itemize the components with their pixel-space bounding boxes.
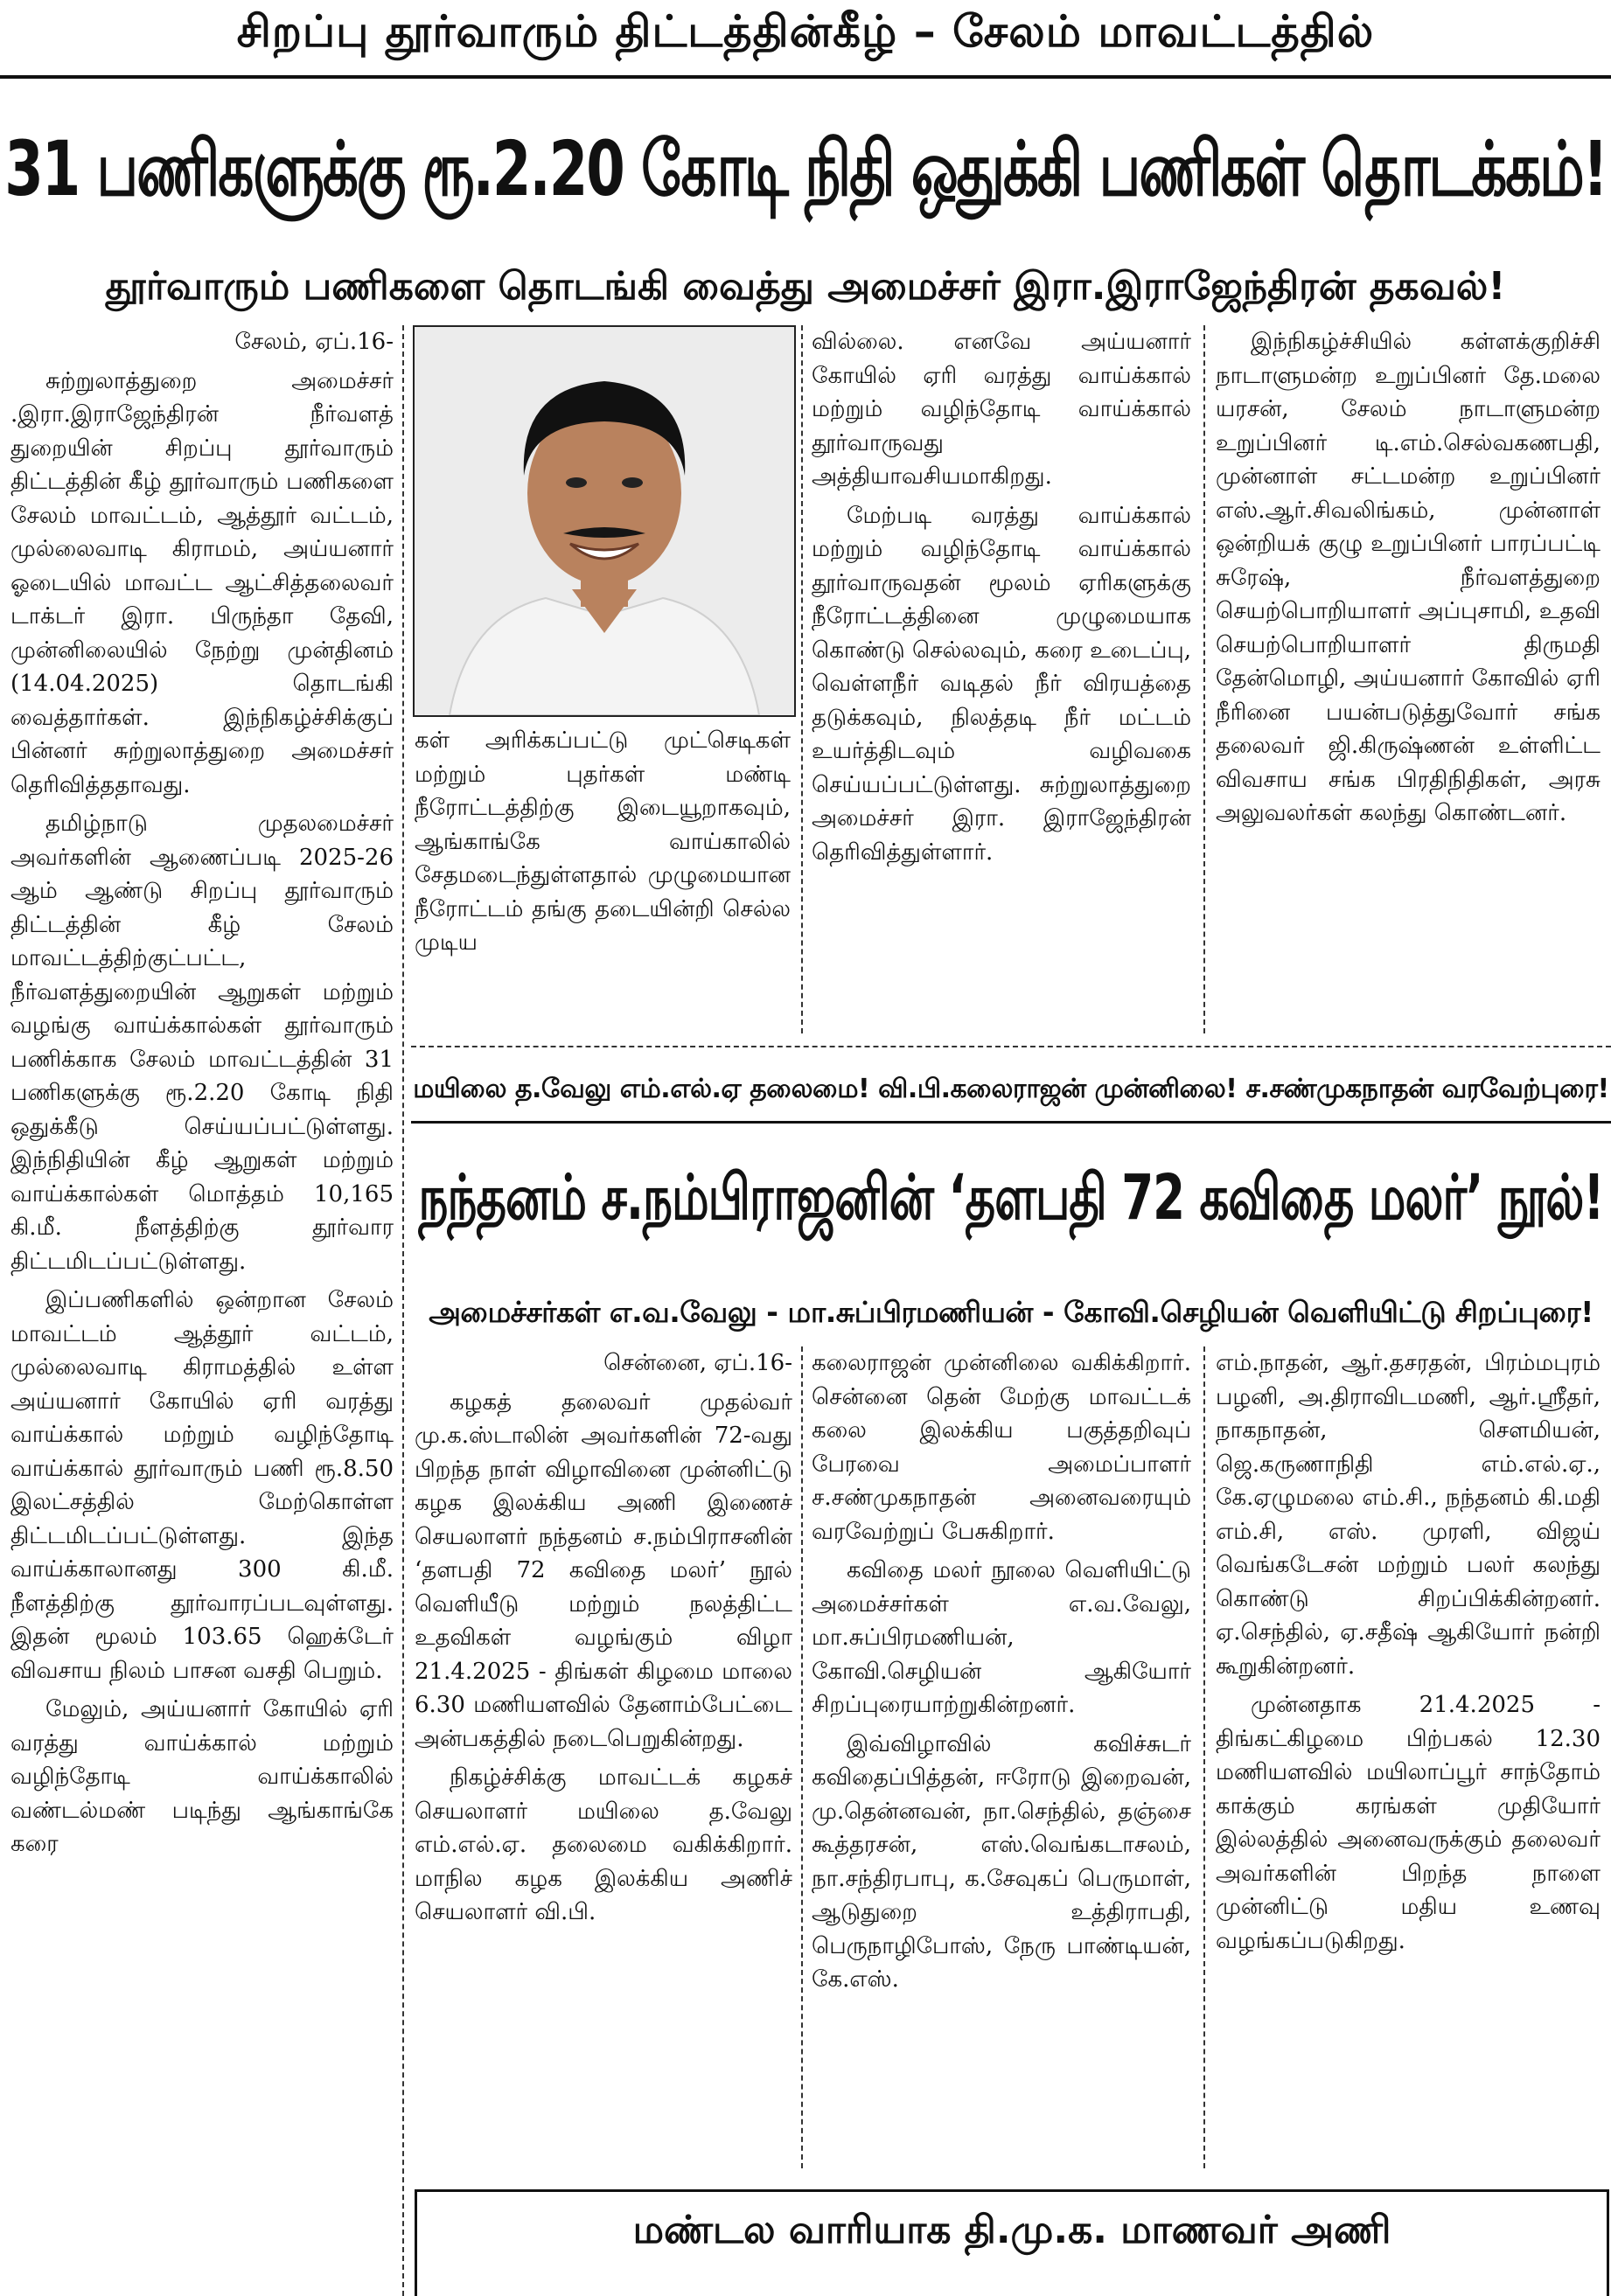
story2-subheadline: அமைச்சர்கள் எ.வ.வேலு - மா.சுப்பிரமணியன் - கோவி.செழியன் வெளியிட்டு சிறப்புரை! bbox=[429, 1295, 1594, 1329]
next-story-headline: மண்டல வாரியாக தி.மு.க. மாணவர் அணி bbox=[632, 2208, 1391, 2252]
column-divider bbox=[801, 1346, 803, 2168]
story1-paragraph: இந்நிகழ்ச்சியில் கள்ளக்குறிச்சி நாடாளுமன்ற உறுப்பினர் தே.மலை யரசன், சேலம் நாடாளுமன்ற உறுப்பினர் டி.எம்.செல்வகணபதி, முன்னாள் சட்டமன்ற உறுப்பினர் எஸ்.ஆர்.சிவலிங்கம், முன்னாள் ஒன்றியக் குழு உறுப்பினர் பாரப்பட்டி சுரேஷ், நீர்வளத்துறை செயற்பொறியாளர் அப்புசாமி, உதவி செயற்பொறியாளர் திருமதி தேன்மொழி, அய்யனார் கோவில் ஏரி நீரினை பயன்படுத்துவோர் சங்க தலைவர் ஜி.கிருஷ்ணன் உள்ளிட்ட விவசாய சங்க பிரதிநிதிகள், அரசு அலுவலர்கள் கலந்து கொண்டனர். bbox=[1216, 329, 1601, 826]
story1-dateline: சேலம், ஏப்.16- bbox=[234, 329, 394, 355]
story2-column-1 bbox=[415, 1346, 792, 2168]
column-divider bbox=[801, 325, 803, 1033]
story2-paragraph: கவிதை மலர் நூலை வெளியிட்டு அமைச்சர்கள் எ.வ.வேலு, மா.சுப்பிரமணியன், கோவி.செழியன் ஆகியோர் சிறப்புரையாற்றுகின்றனர். bbox=[812, 1557, 1191, 1718]
story2-paragraph: முன்னதாக 21.4.2025 - திங்கட்கிழமை பிற்பகல் 12.30 மணியளவில் மயிலாப்பூர் சாந்தோம் காக்கும் கரங்கள் முதியோர் இல்லத்தில் அனைவருக்கும் தலைவர் அவர்களின் பிறந்த நாளை முன்னிட்டு மதிய உணவு வழங்கப்படுகிறது. bbox=[1216, 1692, 1601, 1954]
story2-paragraph: கலைராஜன் முன்னிலை வகிக்கிறார். சென்னை தென் மேற்கு மாவட்டக் கலை இலக்கிய பகுத்தறிவுப் பேரவை அமைப்பாளர் ச.சண்முகநாதன் அனைவரையும் வரவேற்றுப் பேசுகிறார். bbox=[812, 1350, 1191, 1545]
story2-paragraph: இவ்விழாவில் கவிச்சுடர் கவிதைப்பித்தன், ஈரோடு இறைவன், மு.தென்னவன், நா.செந்தில், தஞ்சை கூத்தரசன், எஸ்.வெங்கடாசலம், நா.சந்திரபாபு, க.சேவுகப் பெருமாள், ஆடுதுறை உத்திராபதி, பெருநாழிபோஸ், நேரு பாண்டியன், கே.எஸ். bbox=[812, 1730, 1191, 1993]
story2-paragraph: கழகத் தலைவர் முதல்வர் மு.க.ஸ்டாலின் அவர்களின் 72-வது பிறந்த நாள் விழாவினை முன்னிட்டு கழக இலக்கிய அணி இணைச் செயலாளர் நந்தனம் ச.நம்பிராசனின் ‘தளபதி 72 கவிதை மலர்’ நூல் வெளியீடு மற்றும் நலத்திட்ட உதவிகள் வழங்கும் விழா 21.4.2025 - திங்கள் கிழமை மாலை 6.30 மணியளவில் தேனாம்பேட்டை அன்பகத்தில் நடைபெறுகின்றது. bbox=[415, 1388, 792, 1752]
main-headline: 31 பணிகளுக்கு ரூ.2.20 கோடி நிதி ஒதுக்கி பணிகள் தொடக்கம்! bbox=[4, 126, 1607, 214]
story-separator bbox=[411, 1046, 1611, 1047]
story2-column-3 bbox=[1216, 1346, 1601, 2168]
story1-paragraph: மேலும், அய்யனார் கோயில் ஏரி வரத்து வாய்க்கால் மற்றும் வழிந்தோடி வாய்க்காலில் வண்டல்மண் படிந்து ஆங்காங்கே கரை bbox=[10, 1696, 394, 1857]
story2-dateline: சென்னை, ஏப்.16- bbox=[603, 1350, 792, 1376]
minister-photo bbox=[413, 325, 796, 717]
story2-paragraph: நிகழ்ச்சிக்கு மாவட்டக் கழகச் செயலாளர் மயிலை த.வேலு எம்.எல்.ஏ. தலைமை வகிக்கிறார். மாநில கழக இலக்கிய அணிச் செயலாளர் வி.பி. bbox=[415, 1764, 792, 1925]
story1-paragraph: வில்லை. எனவே அய்யனார் கோயில் ஏரி வரத்து வாய்க்கால் மற்றும் வழிந்தோடி வாய்க்கால் தூர்வாருவது அத்தியாவசியமாகிறது. bbox=[812, 329, 1191, 490]
story1-paragraph: மேற்படி வரத்து வாய்க்கால் மற்றும் வழிந்தோடி வாய்க்கால் தூர்வாருவதன் மூலம் ஏரிகளுக்கு நீரோட்டத்தினை முழுமையாக கொண்டு செல்லவும், கரை உடைப்பு, வெள்ளநீர் வடிதல் நீர் விரயத்தை தடுக்கவும், நிலத்தடி நீர் மட்டம் உயர்த்திடவும் வழிவகை செய்யப்பட்டுள்ளது. சுற்றுலாத்துறை அமைச்சர் இரா. இராஜேந்திரன் தெரிவித்துள்ளார். bbox=[812, 502, 1191, 866]
story1-column-2 bbox=[415, 724, 791, 1028]
story1-paragraph: தமிழ்நாடு முதலமைச்சர் அவர்களின் ஆணைப்படி 2025-26 ஆம் ஆண்டு சிறப்பு தூர்வாரும் திட்டத்தின் கீழ் சேலம் மாவட்டத்திற்குட்பட்ட, நீர்வளத்துறையின் ஆறுகள் மற்றும் வழங்கு வாய்க்கால்கள் தூர்வாரும் பணிக்காக சேலம் மாவட்டத்தின் 31 பணிகளுக்கு ரூ.2.20 கோடி நிதி ஒதுக்கீடு செய்யப்பட்டுள்ளது. இந்நிதியின் கீழ் ஆறுகள் மற்றும் வாய்க்கால்கள் மொத்தம் 10,165 கி.மீ. நீளத்திற்கு தூர்வார திட்டமிடப்பட்டுள்ளது. bbox=[10, 811, 394, 1275]
story2-paragraph: எம்.நாதன், ஆர்.தசரதன், பிரம்மபுரம் பழனி, அ.திராவிடமணி, ஆர்.ஸ்ரீதர், நாகநாதன், சௌமியன், ஜெ.கருணாநிதி எம்.எல்.ஏ., கே.ஏழுமலை எம்.சி., நந்தனம் கி.மதி எம்.சி, எஸ். முரளி, விஜய் வெங்கடேசன் மற்றும் பலர் கலந்து கொண்டு சிறப்பிக்கின்றனர். ஏ.செந்தில், ஏ.சதீஷ் ஆகியோர் நன்றி கூறுகின்றனர். bbox=[1216, 1350, 1601, 1680]
column-divider bbox=[402, 325, 404, 2296]
story1-column-4 bbox=[1216, 325, 1601, 1033]
story1-column-1 bbox=[10, 325, 394, 2296]
story2-strap: மயிலை த.வேலு எம்.எல்.ஏ தலைமை! வி.பி.கலைராஜன் முன்னிலை! ச.சண்முகநாதன் வரவேற்புரை! bbox=[413, 1073, 1609, 1104]
next-story-box bbox=[415, 2189, 1609, 2296]
column-divider bbox=[1203, 1346, 1205, 2168]
story1-paragraph: சுற்றுலாத்துறை அமைச்சர் .இரா.இராஜேந்திரன் நீர்வளத் துறையின் சிறப்பு தூர்வாரும் திட்டத்தின் கீழ் தூர்வாரும் பணிகளை சேலம் மாவட்டம், ஆத்தூர் வட்டம், முல்லைவாடி கிராமம், அய்யனார் ஓடையில் மாவட்ட ஆட்சித்தலைவர் டாக்டர் இரா. பிருந்தா தேவி, முன்னிலையில் நேற்று முன்தினம் (14.04.2025) தொடங்கி வைத்தார்கள். இந்நிகழ்ச்சிக்குப் பின்னர் சுற்றுலாத்துறை அமைச்சர் தெரிவித்ததாவது. bbox=[10, 367, 394, 798]
story1-paragraph: இப்பணிகளில் ஒன்றான சேலம் மாவட்டம் ஆத்தூர் வட்டம், முல்லைவாடி கிராமத்தில் உள்ள அய்யனார் கோயில் ஏரி வரத்து வாய்க்கால் மற்றும் வழிந்தோடி வாய்க்கால் தூர்வாரும் பணி ரூ.8.50 இலட்சத்தில் மேற்கொள்ள திட்டமிடப்பட்டுள்ளது. இந்த வாய்க்காலானது 300 கி.மீ. நீளத்திற்கு தூர்வாரப்படவுள்ளது. இதன் மூலம் 103.65 ஹெக்டேர் விவசாய நிலம் பாசன வசதி பெறும். bbox=[10, 1287, 394, 1684]
portrait-illustration bbox=[415, 327, 794, 715]
story1-column-3 bbox=[812, 325, 1191, 1033]
main-subheadline: தூர்வாரும் பணிகளை தொடங்கி வைத்து அமைச்சர் இரா.இராஜேந்திரன் தகவல்! bbox=[105, 263, 1506, 309]
story2-column-2 bbox=[812, 1346, 1191, 2168]
story2-headline: நந்தனம் ச.நம்பிராஜனின் ‘தளபதி 72 கவிதை மலர்’ நூல்! bbox=[418, 1162, 1604, 1235]
kicker-rule bbox=[0, 75, 1611, 79]
story1-paragraph: கள் அரிக்கப்பட்டு முட்செடிகள் மற்றும் புதர்கள் மண்டி நீரோட்டத்திற்கு இடையூறாகவும், ஆங்காங்கே வாய்காலில் சேதமடைந்துள்ளதால் முழுமையான நீரோட்டம் தங்கு தடையின்றி செல்ல முடிய bbox=[415, 727, 791, 956]
column-divider bbox=[1203, 325, 1205, 1033]
kicker-line: சிறப்பு தூர்வாரும் திட்டத்தின்கீழ் – சேலம் மாவட்டத்தில் bbox=[236, 5, 1375, 57]
